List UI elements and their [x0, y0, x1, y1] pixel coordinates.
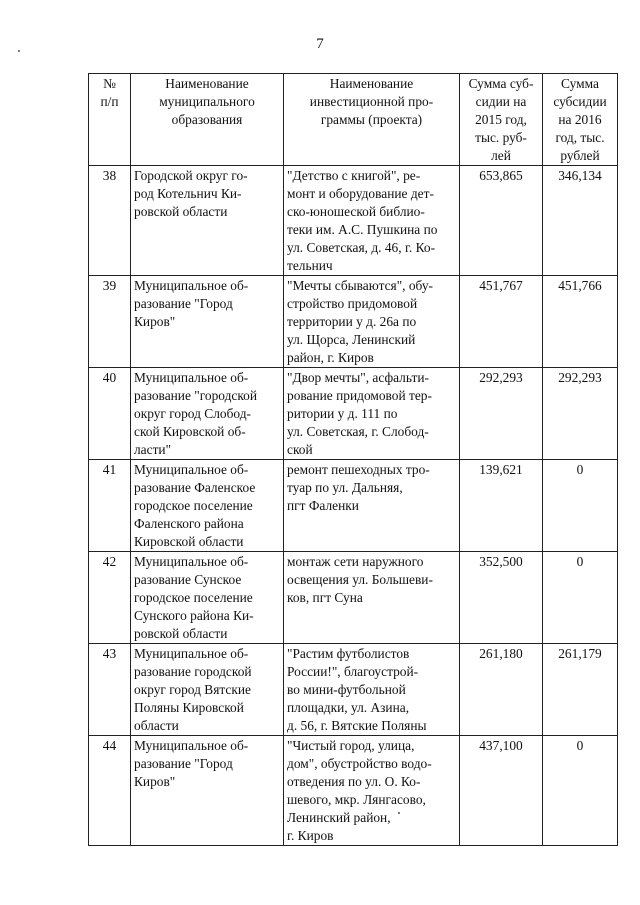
program-cell: "Мечты сбываются", обу- стройство придомовой территории у д. 26а по ул. Щорса, Ленинский район, г. Киров: [284, 276, 460, 368]
row-number: 38: [89, 166, 131, 276]
table-row: [89, 460, 618, 552]
row-number: 40: [89, 368, 131, 460]
program-cell: "Растим футболистов России!", благоустрой- во мини-футбольной площадки, ул. Азина, д. 56, г. Вятские Поляны: [284, 644, 460, 736]
sum-2016-cell: 0: [543, 552, 618, 644]
sum-2015-cell: 653,865: [460, 166, 543, 276]
program-cell: "Детство с книгой", ре- монт и оборудование дет- ско-юношеской библио- теки им. А.С. Пушкина по ул. Советская, д. 46, г. Ко- тельнич: [284, 166, 460, 276]
municipality-cell: Муниципальное об- разование "Город Киров": [131, 736, 284, 846]
table-row: [89, 166, 618, 276]
program-cell: "Чистый город, улица, дом", обустройство водо- отведения по ул. О. Ко- шевого, мкр. Лянгасово, Ленинский район, г. Киров: [284, 736, 460, 846]
program-cell: "Двор мечты", асфальти- рование придомовой тер- ритории у д. 111 по ул. Советская, г. Слобод- ской: [284, 368, 460, 460]
header-municipality: Наименование муниципального образования: [131, 74, 284, 166]
page-number: 7: [316, 36, 324, 52]
sum-2015-cell: 352,500: [460, 552, 543, 644]
row-number: 41: [89, 460, 131, 552]
sum-2016-cell: 451,766: [543, 276, 618, 368]
municipality-cell: Городской округ го- род Котельнич Ки- ровской области: [131, 166, 284, 276]
table-row: [89, 736, 618, 846]
table-header-row: [89, 74, 618, 166]
table-row: [89, 644, 618, 736]
program-cell: ремонт пешеходных тро- туар по ул. Дальняя, пгт Фаленки: [284, 460, 460, 552]
row-number: 42: [89, 552, 131, 644]
program-cell: монтаж сети наружного освещения ул. Большеви- ков, пгт Суна: [284, 552, 460, 644]
municipality-cell: Муниципальное об- разование "городской округ город Слобод- ской Кировской об- ласти": [131, 368, 284, 460]
table-row: [89, 276, 618, 368]
row-number: 43: [89, 644, 131, 736]
sum-2015-cell: 139,621: [460, 460, 543, 552]
sum-2016-cell: 0: [543, 736, 618, 846]
sum-2016-cell: 292,293: [543, 368, 618, 460]
sum-2015-cell: 292,293: [460, 368, 543, 460]
row-number: 39: [89, 276, 131, 368]
sum-2016-cell: 261,179: [543, 644, 618, 736]
sum-2015-cell: 451,767: [460, 276, 543, 368]
header-program: Наименование инвестиционной про- граммы (проекта): [284, 74, 460, 166]
scan-speck: [18, 50, 20, 52]
sum-2016-cell: 0: [543, 460, 618, 552]
subsidy-table: [88, 73, 618, 846]
municipality-cell: Муниципальное об- разование Сунское городское поселение Сунского района Ки- ровской области: [131, 552, 284, 644]
municipality-cell: Муниципальное об- разование городской округ город Вятские Поляны Кировской области: [131, 644, 284, 736]
sum-2015-cell: 437,100: [460, 736, 543, 846]
header-sum-2015: Сумма суб- сидии на 2015 год, тыс. руб- лей: [460, 74, 543, 166]
municipality-cell: Муниципальное об- разование "Город Киров": [131, 276, 284, 368]
header-sum-2016: Сумма субсидии на 2016 год, тыс. рублей: [543, 74, 618, 166]
municipality-cell: Муниципальное об- разование Фаленское городское поселение Фаленского района Кировской области: [131, 460, 284, 552]
table-row: [89, 552, 618, 644]
header-num: № п/п: [89, 74, 131, 166]
sum-2016-cell: 346,134: [543, 166, 618, 276]
row-number: 44: [89, 736, 131, 846]
table-row: [89, 368, 618, 460]
sum-2015-cell: 261,180: [460, 644, 543, 736]
